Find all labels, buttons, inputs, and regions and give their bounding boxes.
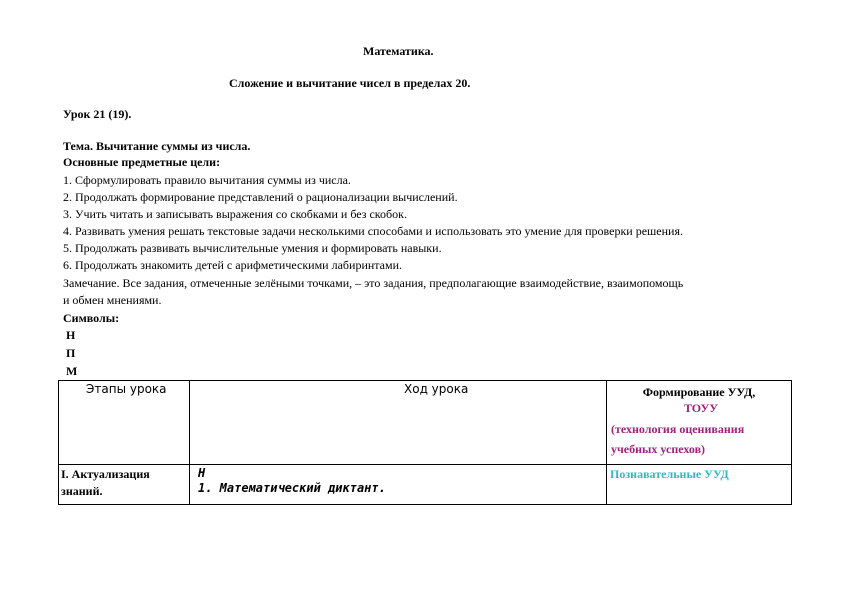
header-uud-desc: (технология оценивания	[611, 422, 745, 436]
symbol-p: П	[66, 346, 76, 360]
lesson-table	[58, 380, 792, 505]
note-line: и обмен мнениями.	[63, 293, 162, 307]
header-course: Ход урока	[404, 382, 469, 396]
row-stage-line: знаний.	[61, 484, 103, 498]
table-row	[59, 465, 792, 505]
symbol-m: М	[66, 364, 78, 378]
goals-heading: Основные предметные цели:	[63, 155, 221, 169]
note-line: Замечание. Все задания, отмеченные зелёными точками, – это задания, предполагающие взаимодействие, взаимопомощь	[63, 276, 684, 290]
row-course-text: 1. Математический диктант.	[198, 481, 386, 495]
header-uud-desc: учебных успехов)	[611, 442, 706, 456]
goal-item: 6. Продолжать знакомить детей с арифметическими лабиринтами.	[63, 258, 403, 272]
row-stage-cell	[59, 465, 190, 505]
row-stage-line: I. Актуализация	[61, 467, 150, 481]
row-course-symbol: Н	[198, 466, 206, 480]
topic-title: Сложение и вычитание чисел в пределах 20.	[229, 76, 471, 90]
header-uud-cell	[607, 381, 792, 465]
goal-item: 5. Продолжать развивать вычислительные умения и формировать навыки.	[63, 241, 442, 255]
lesson-theme: Тема. Вычитание суммы из числа.	[63, 139, 251, 153]
header-course-cell	[190, 381, 607, 465]
header-uud-title: Формирование УУД,	[642, 385, 756, 399]
row-uud-cell	[607, 465, 792, 505]
goal-item: 1. Сформулировать правило вычитания суммы из числа.	[63, 173, 351, 187]
subject-title: Математика.	[363, 44, 434, 58]
header-stages: Этапы урока	[86, 382, 167, 396]
symbols-heading: Символы:	[63, 311, 120, 325]
row-course-cell	[190, 465, 607, 505]
row-uud-label: Познавательные УУД	[610, 467, 729, 481]
symbol-n: Н	[66, 328, 76, 342]
header-stages-cell	[59, 381, 190, 465]
lesson-number: Урок 21 (19).	[63, 107, 132, 121]
goal-item: 3. Учить читать и записывать выражения со скобками и без скобок.	[63, 207, 407, 221]
header-uud-abbr: ТОУУ	[683, 401, 719, 415]
table-header-row	[59, 381, 792, 465]
goal-item: 4. Развивать умения решать текстовые задачи несколькими способами и использовать это умение для проверки решения.	[63, 224, 683, 238]
goal-item: 2. Продолжать формирование представлений о рационализации вычислений.	[63, 190, 458, 204]
